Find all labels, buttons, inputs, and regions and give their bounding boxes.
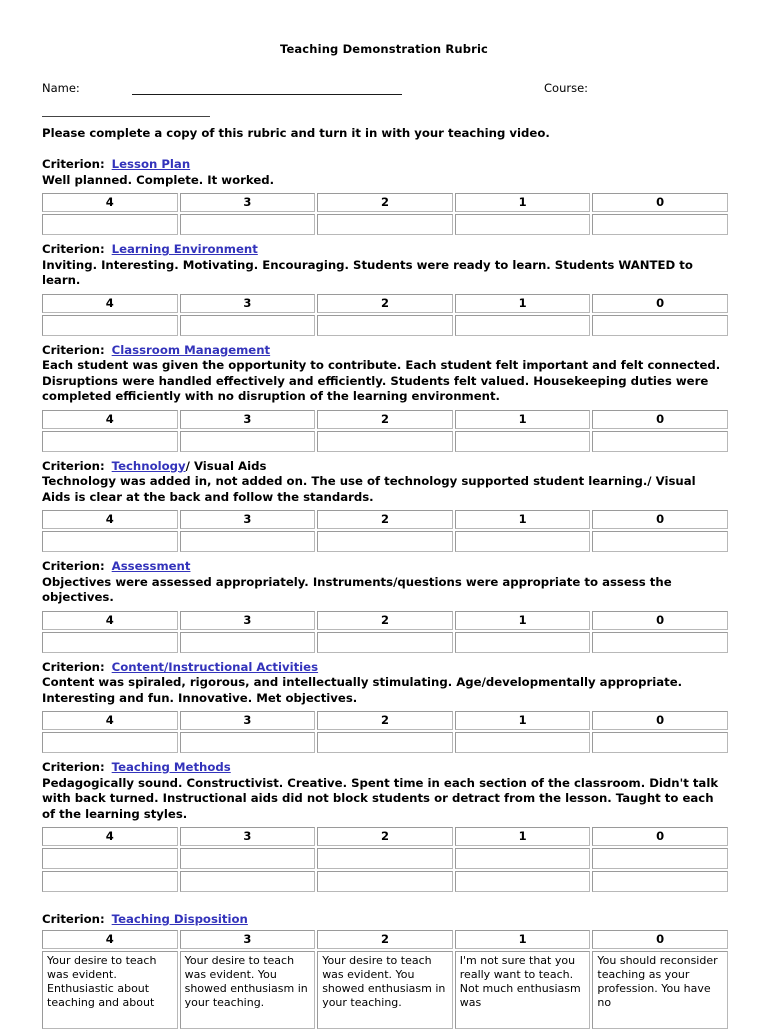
criterion-prefix-label: Criterion: bbox=[42, 559, 105, 573]
criterion-link-classroom-management[interactable]: Classroom Management bbox=[111, 342, 271, 357]
criterion-heading bbox=[42, 660, 728, 676]
score-entry-cell[interactable] bbox=[180, 732, 316, 753]
criterion-link-assessment[interactable]: Assessment bbox=[111, 559, 191, 573]
score-header-cell[interactable]: 0 bbox=[592, 294, 728, 313]
score-entry-cell[interactable] bbox=[455, 871, 591, 892]
criterion-heading bbox=[42, 559, 728, 575]
score-entry-cell[interactable] bbox=[317, 632, 453, 653]
score-header-cell[interactable]: 3 bbox=[180, 294, 316, 313]
score-entry-cell[interactable] bbox=[42, 531, 178, 552]
score-header-cell[interactable]: 4 bbox=[42, 827, 178, 846]
score-entry-cell[interactable] bbox=[42, 848, 178, 869]
score-entry-cell[interactable] bbox=[317, 531, 453, 552]
criterion-description: Well planned. Complete. It worked. bbox=[42, 172, 275, 187]
score-entry-cell[interactable] bbox=[180, 848, 316, 869]
criterion-heading bbox=[42, 343, 728, 359]
score-header-cell[interactable]: 1 bbox=[455, 510, 591, 529]
criterion-link-technology[interactable]: Technology bbox=[111, 458, 186, 473]
score-entry-cell[interactable] bbox=[42, 214, 178, 235]
score-entry-cell[interactable] bbox=[592, 531, 728, 552]
score-entry-cell[interactable] bbox=[317, 871, 453, 892]
score-entry-cell[interactable] bbox=[455, 214, 591, 235]
table-row bbox=[42, 951, 728, 1029]
score-entry-cell[interactable] bbox=[592, 732, 728, 753]
score-table-assessment bbox=[40, 609, 730, 655]
score-header-cell[interactable]: 4 bbox=[42, 294, 178, 313]
table-row bbox=[42, 531, 728, 552]
criterion-description: Inviting. Interesting. Motivating. Encouraging. Students were ready to learn. Students WANTED to learn. bbox=[42, 257, 693, 287]
score-entry-cell[interactable] bbox=[592, 848, 728, 869]
descriptor-cell[interactable]: Your desire to teach was evident. You showed enthusiasm in your teaching. bbox=[317, 951, 453, 1029]
score-entry-cell[interactable] bbox=[42, 732, 178, 753]
score-header-cell[interactable]: 3 bbox=[180, 410, 316, 429]
page-title: Teaching Demonstration Rubric bbox=[279, 42, 489, 56]
criterion-description: Technology was added in, not added on. The use of technology supported student learning./ Visual Aids is clear at the back and follow the standards. bbox=[42, 474, 696, 504]
score-header-cell[interactable]: 0 bbox=[592, 510, 728, 529]
table-row bbox=[42, 632, 728, 653]
criterion-block-teaching-methods bbox=[40, 760, 728, 894]
criterion-block-learning-environment bbox=[40, 242, 728, 338]
score-table-technology bbox=[40, 508, 730, 554]
score-entry-cell[interactable] bbox=[592, 431, 728, 452]
descriptor-cell[interactable]: You should reconsider teaching as your profession. You have no bbox=[592, 951, 728, 1029]
descriptor-cell[interactable]: Your desire to teach was evident. You showed enthusiasm in your teaching. bbox=[180, 951, 316, 1029]
score-header-cell[interactable]: 0 bbox=[592, 711, 728, 730]
score-header-cell[interactable]: 2 bbox=[317, 827, 453, 846]
criterion-heading bbox=[42, 242, 728, 258]
score-entry-cell[interactable] bbox=[317, 848, 453, 869]
criterion-heading bbox=[42, 459, 728, 475]
score-header-cell[interactable]: 3 bbox=[180, 611, 316, 630]
score-header-cell[interactable]: 4 bbox=[42, 410, 178, 429]
score-header-cell[interactable]: 4 bbox=[42, 193, 178, 212]
table-row-header bbox=[42, 294, 728, 313]
score-table-content-instructional-activities bbox=[40, 709, 730, 755]
score-header-cell[interactable]: 0 bbox=[592, 611, 728, 630]
score-entry-cell[interactable] bbox=[180, 431, 316, 452]
score-entry-cell[interactable] bbox=[180, 214, 316, 235]
criterion-prefix-label: Criterion: bbox=[42, 242, 105, 256]
score-table-teaching-methods bbox=[40, 825, 730, 894]
score-table-classroom-management bbox=[40, 408, 730, 454]
score-header-cell[interactable]: 2 bbox=[317, 711, 453, 730]
criterion-description: Pedagogically sound. Constructivist. Creative. Spent time in each section of the classroom. Didn't talk with back turned. Instructional aids did not block students or detract from the lesson. Taught to each of the learning styles. bbox=[42, 775, 719, 821]
course-label: Course: bbox=[544, 81, 589, 95]
score-header-cell[interactable]: 3 bbox=[180, 827, 316, 846]
score-entry-cell[interactable] bbox=[592, 871, 728, 892]
criterion-prefix-label: Criterion: bbox=[42, 458, 105, 473]
score-entry-cell[interactable] bbox=[317, 214, 453, 235]
score-header-cell[interactable]: 2 bbox=[317, 410, 453, 429]
criterion-suffix-label: / Visual Aids bbox=[185, 458, 267, 473]
score-entry-cell[interactable] bbox=[455, 848, 591, 869]
criterion-description: Each student was given the opportunity to contribute. Each student felt important and felt connected. Disruptions were handled effectively and efficiently. Students felt valued. Housekeeping duties were completed efficiently with no disruption of the learning environment. bbox=[42, 358, 721, 403]
criterion-link-learning-environment[interactable]: Learning Environment bbox=[111, 242, 258, 256]
criterion-prefix-label: Criterion: bbox=[42, 157, 105, 171]
score-header-cell[interactable]: 4 bbox=[42, 611, 178, 630]
criterion-block-assessment bbox=[40, 559, 728, 655]
criterion-heading bbox=[42, 760, 728, 776]
score-header-cell[interactable]: 0 bbox=[592, 410, 728, 429]
score-table-learning-environment bbox=[40, 292, 730, 338]
score-entry-cell[interactable] bbox=[592, 214, 728, 235]
score-header-cell[interactable]: 1 bbox=[455, 294, 591, 313]
criterion-prefix-label: Criterion: bbox=[42, 659, 105, 674]
criterion-prefix-label: Criterion: bbox=[42, 760, 105, 774]
criterion-link-content-instructional-activities[interactable]: Content/Instructional Activities bbox=[111, 659, 319, 674]
score-entry-cell[interactable] bbox=[180, 871, 316, 892]
descriptor-cell[interactable]: Your desire to teach was evident. Enthusiastic about teaching and about bbox=[42, 951, 178, 1029]
criterion-prefix-label: Criterion: bbox=[42, 912, 105, 926]
score-table-lesson-plan bbox=[40, 191, 730, 237]
name-write-in-line[interactable] bbox=[132, 94, 402, 95]
score-header-cell[interactable]: 3 bbox=[180, 711, 316, 730]
score-header-cell[interactable]: 1 bbox=[455, 711, 591, 730]
table-row bbox=[42, 732, 728, 753]
table-row-header bbox=[42, 611, 728, 630]
criterion-link-teaching-methods[interactable]: Teaching Methods bbox=[111, 760, 231, 774]
criterion-block-content-instructional-activities bbox=[40, 660, 728, 756]
score-header-cell[interactable]: 3 bbox=[180, 193, 316, 212]
criterion-block-lesson-plan bbox=[40, 157, 728, 237]
criterion-description: Objectives were assessed appropriately. Instruments/questions were appropriate to assess the objectives. bbox=[42, 574, 672, 604]
score-entry-cell[interactable] bbox=[455, 431, 591, 452]
score-entry-cell[interactable] bbox=[455, 732, 591, 753]
table-row-header bbox=[42, 410, 728, 429]
score-header-cell[interactable]: 1 bbox=[455, 930, 591, 949]
score-entry-cell[interactable] bbox=[42, 315, 178, 336]
identity-row bbox=[40, 80, 728, 126]
score-header-cell[interactable]: 4 bbox=[42, 930, 178, 949]
score-entry-cell[interactable] bbox=[180, 315, 316, 336]
criterion-link-teaching-disposition[interactable]: Teaching Disposition bbox=[111, 912, 248, 926]
score-entry-cell[interactable] bbox=[42, 871, 178, 892]
table-row-header bbox=[42, 510, 728, 529]
score-entry-cell[interactable] bbox=[455, 315, 591, 336]
score-entry-cell[interactable] bbox=[42, 632, 178, 653]
criterion-block-teaching-disposition bbox=[40, 912, 728, 1031]
score-header-cell[interactable]: 1 bbox=[455, 193, 591, 212]
score-header-cell[interactable]: 0 bbox=[592, 193, 728, 212]
score-header-cell[interactable]: 1 bbox=[455, 611, 591, 630]
score-header-cell[interactable]: 4 bbox=[42, 711, 178, 730]
name-label: Name: bbox=[42, 81, 80, 95]
score-header-cell[interactable]: 2 bbox=[317, 294, 453, 313]
score-header-cell[interactable]: 4 bbox=[42, 510, 178, 529]
criterion-block-technology bbox=[40, 459, 728, 555]
table-row-header bbox=[42, 711, 728, 730]
table-row-header bbox=[42, 827, 728, 846]
criterion-block-classroom-management bbox=[40, 343, 728, 454]
criteria-container bbox=[40, 157, 728, 894]
criterion-heading bbox=[42, 157, 728, 173]
table-row bbox=[42, 214, 728, 235]
score-entry-cell[interactable] bbox=[455, 632, 591, 653]
criterion-heading bbox=[42, 912, 728, 928]
score-entry-cell[interactable] bbox=[180, 632, 316, 653]
table-row bbox=[42, 431, 728, 452]
table-row bbox=[42, 871, 728, 892]
score-entry-cell[interactable] bbox=[592, 315, 728, 336]
name-write-in-line-second[interactable] bbox=[42, 116, 210, 117]
score-header-cell[interactable]: 2 bbox=[317, 611, 453, 630]
table-row-header bbox=[42, 193, 728, 212]
score-entry-cell[interactable] bbox=[42, 431, 178, 452]
criterion-link-lesson-plan[interactable]: Lesson Plan bbox=[111, 157, 191, 171]
score-header-cell[interactable]: 0 bbox=[592, 827, 728, 846]
criterion-prefix-label: Criterion: bbox=[42, 342, 105, 357]
criterion-description: Content was spiraled, rigorous, and intellectually stimulating. Age/developmentally appropriate. Interesting and fun. Innovative. Met objectives. bbox=[42, 675, 683, 705]
table-row bbox=[42, 848, 728, 869]
score-entry-cell[interactable] bbox=[455, 531, 591, 552]
score-header-cell[interactable]: 0 bbox=[592, 930, 728, 949]
score-table-teaching-disposition bbox=[40, 928, 730, 1031]
descriptor-cell[interactable]: I'm not sure that you really want to teach. Not much enthusiasm was bbox=[455, 951, 591, 1029]
score-header-cell[interactable]: 1 bbox=[455, 410, 591, 429]
score-header-cell[interactable]: 2 bbox=[317, 930, 453, 949]
score-entry-cell[interactable] bbox=[180, 531, 316, 552]
score-header-cell[interactable]: 3 bbox=[180, 510, 316, 529]
table-row bbox=[42, 315, 728, 336]
score-entry-cell[interactable] bbox=[317, 315, 453, 336]
instruction-text: Please complete a copy of this rubric and turn it in with your teaching video. bbox=[42, 126, 550, 140]
score-entry-cell[interactable] bbox=[592, 632, 728, 653]
score-header-cell[interactable]: 3 bbox=[180, 930, 316, 949]
table-row-header bbox=[42, 930, 728, 949]
score-entry-cell[interactable] bbox=[317, 431, 453, 452]
score-header-cell[interactable]: 2 bbox=[317, 193, 453, 212]
score-entry-cell[interactable] bbox=[317, 732, 453, 753]
score-header-cell[interactable]: 1 bbox=[455, 827, 591, 846]
score-header-cell[interactable]: 2 bbox=[317, 510, 453, 529]
